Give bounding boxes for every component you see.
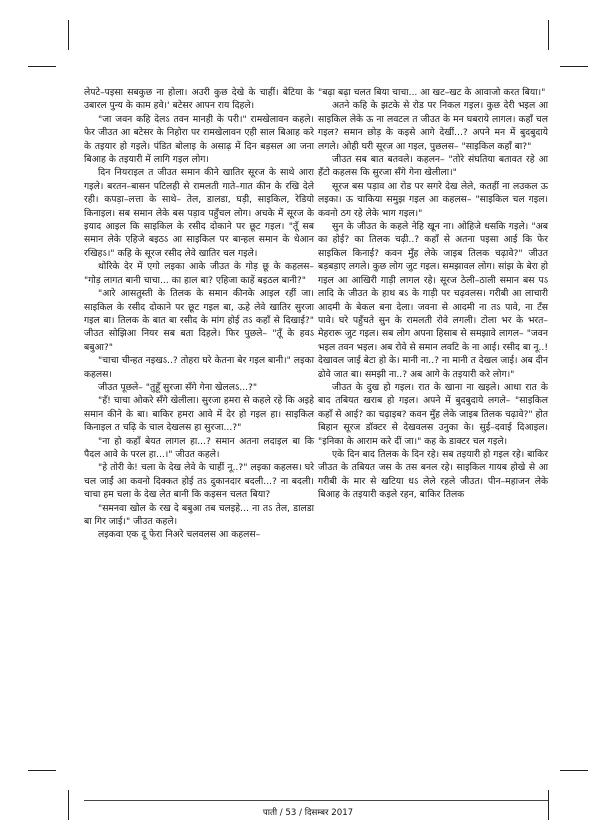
paragraph: लइकवा एक दू फेरा निअरे चलवलस आ कहलस– <box>98 529 261 541</box>
left-text-column <box>84 86 314 542</box>
crop-mark <box>28 66 56 67</box>
paragraph: "हँ! चाचा ओकरे सँगे खेलीला। सुरजा हमरा से कहले रहे कि अइहे समान कीने के बा। बाकिर हमरा आवे में देर हो गइल हा। साइकिल किनाइल त चढ़ि के चाल देखलस हा सुरजा...?" <box>84 395 314 434</box>
footer-rule <box>84 800 548 801</box>
crop-mark <box>28 770 56 771</box>
paragraph: सूरज बस पड़ाव आ रोड पर सगरे देख लेले, कतहीं ना लउकल ऊ लइका। ऊ चाकिया समुझ गइल आ कहलस– "साइकिल चल गइल। कवनो ठग रहे लेके भाग गइल।" <box>318 180 548 219</box>
paragraph: जीउत सब बात बतवले। कहलन– "तोरे संघतिया बतावत रहे आ हँटो कहलस कि सुरजा सँगे गेना खेलीला।" <box>318 154 548 179</box>
paragraph: लेपटे–पइसा सबकुछ ना होला। अउरी कुछ देखे के चाहीं। बेटिया के उबारल पुन्य के काम हवे।' बटेसर आपन राय दिहले। <box>84 87 314 112</box>
paragraph: अतने कहि के झटके से रोड पर निकल गइल। कुछ देरी भइल आ साइकिल लेके ऊ ना लवटल त जीउत के मन घबराये लागल। कहाँ चल गइल? समान छोड़ के कइसे आगे देखीं...? अपने मन में बुदबुदाये लगले। ओही घरी सूरज आ गइल, पुछलस– "साइकिल कहाँ बा?" <box>318 100 548 152</box>
paragraph: "चाचा चीन्हत नइखऽ..? तोहरा घरे केतना बेर गइल बानी।" लइका कहलस। <box>84 355 314 380</box>
paragraph: एके दिन बाद तिलक के दिन रहे। सब तइयारी हो गइल रहे। बाकिर जीउत के तबियत जस के तस बनल रहे। साइकिल गायब होखे से आ गरीबी के मार से खटिया धऽ लेले रहले जीउत। पीन–महाजन लेके बिआह के तइयारी कइले रहन, बाकिर तिलक <box>318 448 548 501</box>
paragraph: "जा जवन कहि देलऽ तवन मानही के परी।" रामखेलावन कहले। फेर जीउत आ बटेसर के निहोरा पर रामखेलावन एही साल बिआह करे के तइयार हो गइले। पंडित बोलाइ के असाढ़ में दिन बड़सल आ जना बिआह के तइयारी में लागि गइल लोग। <box>84 113 314 166</box>
paragraph: थोरिके देर में एगो लइका आके जीउत के गोड़ छू के कहलस– "गोड़ लागत बानी चाचा... का हाल बा? एहिजा काहें बइठल बानी?" <box>84 261 314 286</box>
paragraph: जीउत पूछले– "तुहूँ सुरजा सँगे गेना खेललऽ...?" <box>98 381 258 393</box>
page-folio: पाती / 53 / दिसम्बर 2017 <box>262 808 354 818</box>
paragraph: "हे तोरी के! चला के देख लेवे के चाहीं नू..?" लइका कहलस। घरे चल जाईं आ कवनो दिक्कत होई तऽ दुकानदार बदली...? ना बदली। चाचा हम चला के देख लेत बानी कि कइसन चलत बिया? <box>84 462 314 501</box>
paragraph: "ना हो कहाँ बेयत लागल हा...? समान अतना लदाइल बा कि पैदल आवे के परल हा...।" जीउत कहले। <box>84 435 314 460</box>
paragraph: दिन नियराइल त जीउत समान कीने खातिर सूरज के साथे आरा गइले। बरतन–बासन पटिलही से रामलती गाते–गात कीन के रखि देले रही। कपड़ा–लत्ता के साथे– तेल, डालडा, घड़ी, साइकिल, रेडियो किनाइल। सब समान लेके बस पड़ाव पहुँचल लोग। अचके में सूरज के इयाद आइल कि साइकिल के रसीद दोकाने पर छूट गइल। "तूँ सब समान लेके एहिजे बइठऽ आ साइकिल पर बान्हल समान के धेआन रखिहऽ।" कहि के सूरज रसीद लेवे खातिर चल गइले। <box>84 167 314 259</box>
paragraph: "आरे आसतुस्ती के तिलक के समान कीनके आइल रहीं जा। साइकिल के रसीद दोकाने पर छूट गइल बा, ऊहे लेवे खातिर सुरजा गइल बा। तिलक के बात बा रसीद के मांग होई तऽ कहाँ से दिखाई?" जीउत सोझिआ नियर सब बता दिहले। फिर पुछले– "तूँ के हवऽ बबुआ?" <box>84 288 314 353</box>
crop-mark <box>548 20 549 50</box>
crop-mark <box>68 20 69 50</box>
right-text-column <box>318 86 548 502</box>
paragraph: जीउत के दुख हो गइल। रात के खाना ना खइले। आधा रात के बाद तबियत खराब हो गइल। अपने में बुदबुदाये लगले– "साइकिल कहाँ से आई? का चढ़ाइब? कवन मुँह लेके जाइब तिलक चढ़ावे?" होत बिहान सूरज डॉक्टर से देखवलस उनुका के। सुई–दवाई दिआइल। "इनिका के आराम करे दीं जा।" कह के डाक्टर चल गइले। <box>318 381 548 447</box>
paragraph: "बढ़ा बढ़ा चलत बिया चाचा... आ खट–खट के आवाजो करत बिया।" <box>318 87 546 98</box>
crop-mark <box>560 770 588 771</box>
paragraph: "समनवा खोल के रख दे बबुआ तब चलइहे... ना तऽ तेल, डालडा बा गिर जाई।" जीउत कहले। <box>84 502 314 527</box>
paragraph: सुन के जीउत के कहले नेहि खून ना। ओहिजे धसकि गइले। "अब का होई? का तिलक चढ़ी..? कहाँ से अतना पइसा आई कि फेर साइकिल किनाई? कवन मुँह लेके जाइब तिलक चढ़ावे?" जीउत बड़बड़ाए लगले। कुछ लोग जुट गइल। समझावल लोग। सांझ के बेरा हो गइल आ आखिरी गाड़ी लागल रहे। सूरज ठेली–ठाली समान बस पऽ लादि के जीउत के हाथ बऽ के गाड़ी पर चढ़वलस। गरीबी आ लाचारी आदमी के बेकल बना देला। जवना से आदमी ना तऽ पावे, ना टँस पावे। घरे पहुँचते सुन के रामलती रोवे लगली। टोला भर के भरत–मेहरारू जुट गइल। सब लोग अपना हिसाब से समझावे लागल– "जवन भइल तवन भइल। अब रोवे से समान लवटि के ना आई। रसीद बा नू..! देखावल जाई बेटा हो के। मानी ना..? ना मानी त देखल जाई। अब दीन ढोवे जात बा। समझी ना..? अब आगे के तइयारी करे लोग।" <box>318 221 549 380</box>
crop-mark <box>560 66 588 67</box>
